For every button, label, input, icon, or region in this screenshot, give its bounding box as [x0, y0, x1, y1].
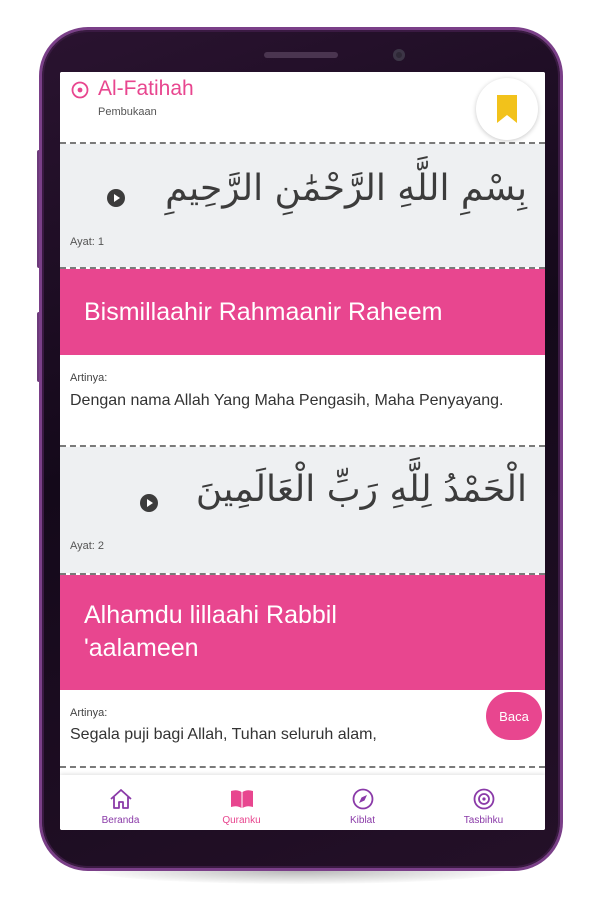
app-header	[60, 72, 545, 142]
target-icon	[70, 80, 90, 100]
bottom-navigation	[60, 775, 545, 830]
home-icon	[108, 787, 134, 811]
latin-transliteration: Bismillaahir Rahmaanir Raheem	[84, 298, 443, 326]
play-audio-icon[interactable]	[139, 493, 159, 513]
nav-item-kiblat[interactable]	[302, 775, 423, 830]
compass-icon	[350, 787, 376, 811]
nav-label: Quranku	[222, 815, 261, 826]
translation-text: Dengan nama Allah Yang Maha Pengasih, Maha Penyayang.	[70, 392, 504, 409]
translation-text: Segala puji bagi Allah, Tuhan seluruh alam,	[70, 726, 377, 743]
book-icon	[229, 787, 255, 811]
latin-transliteration-band	[60, 269, 545, 355]
front-camera	[393, 49, 405, 61]
baca-button[interactable]: Baca	[486, 692, 542, 740]
app-screen	[60, 72, 545, 830]
latin-transliteration-band	[60, 575, 545, 690]
play-audio-icon[interactable]	[106, 188, 126, 208]
translation-label: Artinya:	[70, 707, 108, 719]
phone-speaker	[264, 52, 338, 58]
nav-label: Kiblat	[349, 815, 375, 826]
translation-label: Artinya:	[70, 372, 108, 384]
nav-item-tasbihku[interactable]	[423, 775, 544, 830]
divider	[60, 766, 545, 768]
bookmark-icon	[494, 94, 520, 124]
surah-subtitle: Pembukaan	[98, 106, 157, 118]
arabic-verse-text: بِسْمِ اللَّهِ الرَّحْمَٰنِ الرَّحِيمِ	[165, 168, 527, 209]
nav-item-beranda[interactable]	[60, 775, 181, 830]
arabic-verse-text: الْحَمْدُ لِلَّهِ رَبِّ الْعَالَمِينَ	[195, 469, 527, 510]
ayat-label: Ayat: 2	[70, 540, 105, 552]
nav-label: Beranda	[101, 815, 140, 826]
ayat-label: Ayat: 1	[70, 236, 105, 248]
bookmark-button[interactable]	[476, 78, 538, 140]
nav-label: Tasbihku	[463, 815, 504, 826]
nav-item-quranku[interactable]	[181, 775, 302, 830]
arabic-verse-box	[60, 144, 545, 267]
arabic-verse-box	[60, 447, 545, 573]
latin-transliteration: Alhamdu lillaahi Rabbil 'aalameen	[84, 601, 337, 662]
surah-title: Al-Fatihah	[98, 77, 194, 100]
tasbih-icon	[471, 787, 497, 811]
